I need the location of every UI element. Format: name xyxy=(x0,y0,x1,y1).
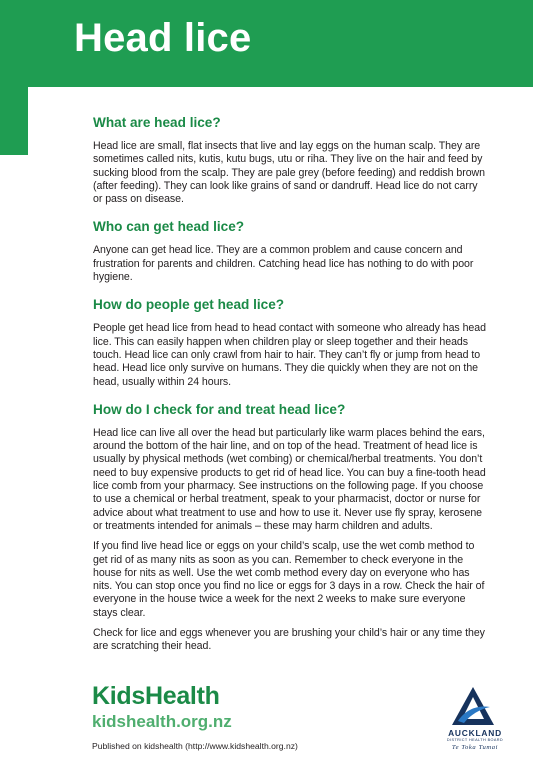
section-paragraph: Anyone can get head lice. They are a common problem and cause concern and frustration for parents and children. Catching head lice has nothing to do with poor hygiene. xyxy=(93,244,474,284)
section-paragraph: If you find live head lice or eggs on your child’s scalp, use the wet comb method to get rid of as many nits as soon as you can. Remember to check everyone in the house for nits as well. Use the wet comb method every day on everyone who has nits. You can stop once you find no lice or eggs for 3 days in a row. Check the hair of everyone in the house twice a week for the next 2 weeks to make sure everyone stays clear. xyxy=(93,540,485,619)
section-check-and-treat xyxy=(93,401,488,654)
auckland-logo-motto: Te Toka Tumai xyxy=(451,744,499,751)
section-heading: Who can get head lice? xyxy=(93,219,245,235)
header-side-band xyxy=(0,87,28,155)
section-how-people-get xyxy=(93,296,488,388)
section-paragraph: People get head lice from head to head contact with someone who already has head lice. This can easily happen when children play or sleep together and their heads touch. Head lice can only crawl from hair to hair. They can’t fly or jump from head to head. Head lice only survive on humans. They die quickly when they are not on the head, usually within 24 hours. xyxy=(93,322,486,388)
published-note: Published on kidshealth (http://www.kidshealth.org.nz) xyxy=(92,741,298,751)
kidshealth-url: kidshealth.org.nz xyxy=(92,712,232,731)
page-title: Head lice xyxy=(74,16,252,60)
section-paragraph: Head lice can live all over the head but particularly like warm places behind the ears, around the bottom of the hair line, and on top of the head. Treatment of head lice is usually by physical methods (wet combing) or chemical/herbal treatments. You don’t need to buy expensive products to get rid of head lice. You can buy a fine-tooth head lice comb from your pharmacy. See instructions on the following page. If you choose to use a chemical or herbal treatment, speak to your pharmacist, doctor or nurse for advice about what treatment to use and how to use it. Never use fly spray, kerosene or treatments intended for animals – these may harm children and adults. xyxy=(93,426,486,532)
auckland-logo-subtitle: DISTRICT HEALTH BOARD xyxy=(446,738,504,742)
section-what-are-head-lice xyxy=(93,114,488,206)
kidshealth-logo-text: KidsHealth xyxy=(92,682,220,710)
section-paragraph: Head lice are small, flat insects that live and lay eggs on the human scalp. They are sometimes called nits, kutis, kutu bugs, utu or riha. They live on the hair and feed by sucking blood from the scalp. They are pale grey (before feeding) and reddish brown (after feeding). They can look like grains of sand or dandruff. Head lice do not carry or pass on disease. xyxy=(93,140,485,206)
section-heading: How do I check for and treat head lice? xyxy=(93,401,346,417)
section-paragraph: Check for lice and eggs whenever you are brushing your child’s hair or any time they are scratching their head. xyxy=(93,627,485,653)
auckland-logo-name: AUCKLAND xyxy=(448,728,502,738)
section-heading: What are head lice? xyxy=(93,115,221,130)
section-heading: How do people get head lice? xyxy=(93,297,285,313)
section-who-can-get xyxy=(93,218,488,284)
article-body xyxy=(93,114,488,666)
